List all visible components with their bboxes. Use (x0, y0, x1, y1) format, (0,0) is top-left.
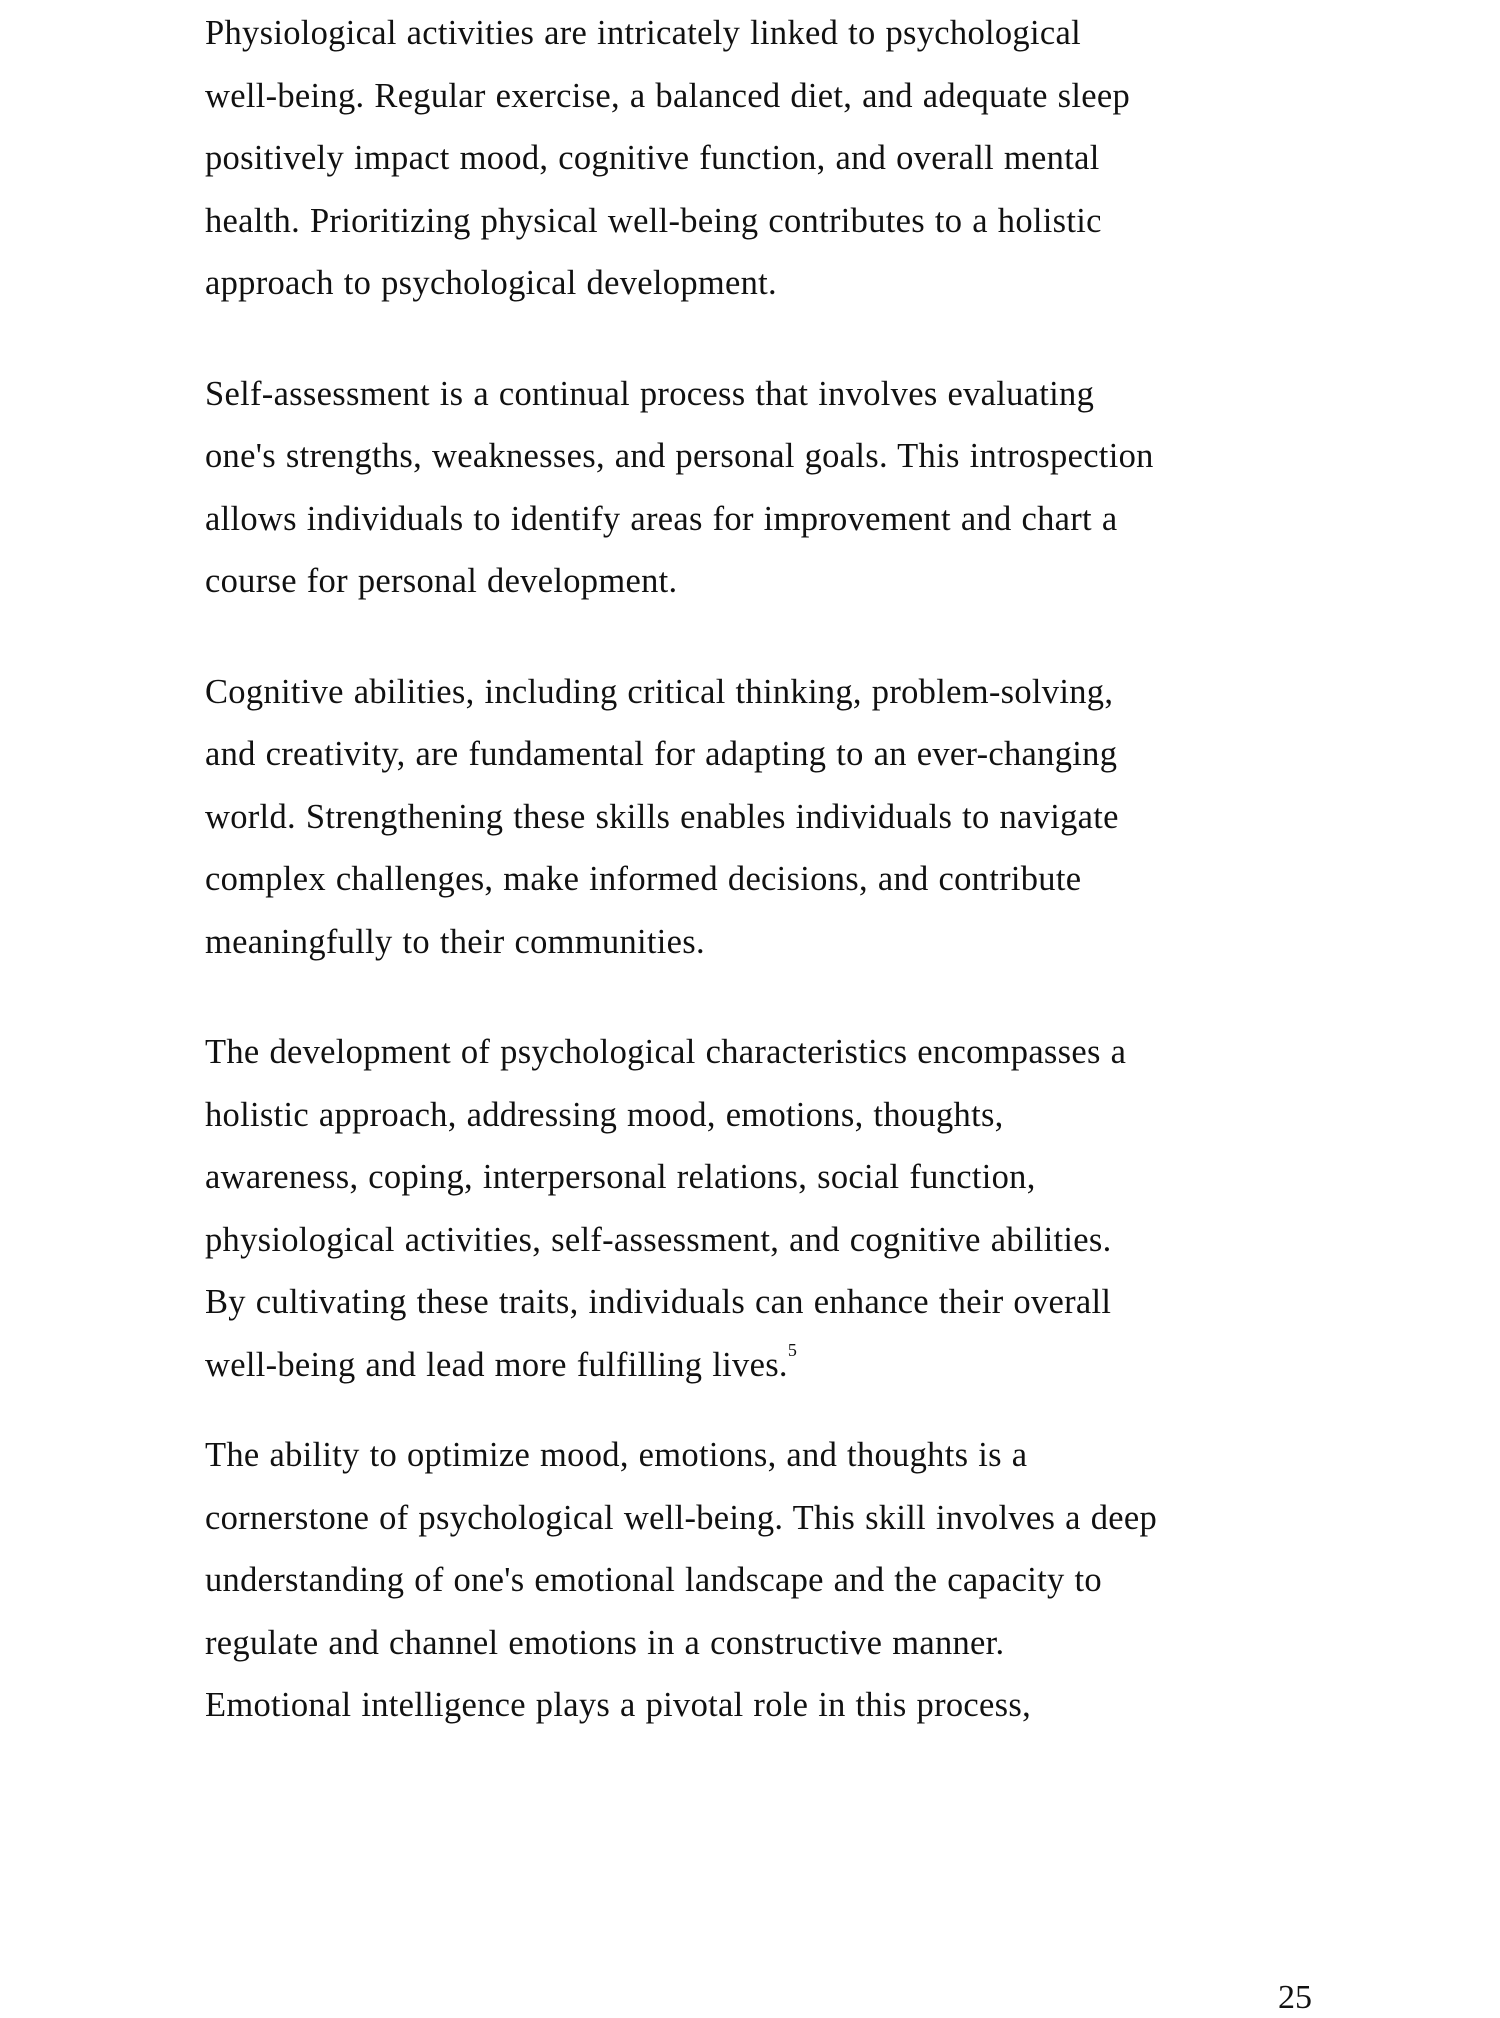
footnote-marker: 5 (787, 1339, 798, 1360)
body-text (205, 2, 1365, 1737)
paragraph-physiological-activities (205, 2, 1365, 315)
text-line: Physiological activities are intricately linked to psychological (205, 14, 1081, 52)
text-line: regulate and channel emotions in a constructive manner. (205, 1623, 1005, 1662)
text-line: cornerstone of psychological well-being. This skill involves a deep (205, 1498, 1158, 1537)
paragraph-development-summary (205, 1021, 1365, 1396)
text-line: approach to psychological development. (205, 264, 777, 302)
text-line: complex challenges, make informed decisions, and contribute (205, 860, 1082, 898)
text-line: health. Prioritizing physical well-being contributes to a holistic (205, 201, 1102, 240)
paragraph-cognitive-abilities (205, 661, 1365, 974)
text-line: awareness, coping, interpersonal relations, social function, (205, 1158, 1036, 1196)
text-line: one's strengths, weaknesses, and personal goals. This introspection (205, 437, 1154, 475)
text-line: By cultivating these traits, individuals can enhance their overall (205, 1283, 1112, 1321)
text-line: well-being. Regular exercise, a balanced diet, and adequate sleep (205, 76, 1131, 115)
text-line: course for personal development. (205, 562, 678, 600)
text-line: positively impact mood, cognitive function, and overall mental (205, 139, 1100, 177)
text-line: The ability to optimize mood, emotions, and thoughts is a (205, 1436, 1028, 1474)
page-number: 25 (1278, 1979, 1312, 2016)
text-line: Cognitive abilities, including critical thinking, problem-solving, (205, 672, 1114, 711)
paragraph-self-assessment (205, 363, 1365, 613)
paragraph-mood-optimization (205, 1424, 1365, 1737)
text-line-with-footnote (205, 1334, 1365, 1397)
text-line: well-being and lead more fulfilling lives. (205, 1345, 788, 1384)
text-line: meaningfully to their communities. (205, 922, 705, 961)
text-line: understanding of one's emotional landscape and the capacity to (205, 1561, 1102, 1599)
text-line: Emotional intelligence plays a pivotal role in this process, (205, 1686, 1032, 1724)
text-line: The development of psychological characteristics encompasses a (205, 1033, 1127, 1071)
text-line: Self-assessment is a continual process that involves evaluating (205, 374, 1095, 413)
text-line: allows individuals to identify areas for improvement and chart a (205, 499, 1118, 538)
text-line: world. Strengthening these skills enables individuals to navigate (205, 797, 1119, 836)
text-line: holistic approach, addressing mood, emotions, thoughts, (205, 1095, 1004, 1134)
text-line: and creativity, are fundamental for adapting to an ever-changing (205, 735, 1118, 773)
text-line: physiological activities, self-assessment, and cognitive abilities. (205, 1220, 1112, 1259)
